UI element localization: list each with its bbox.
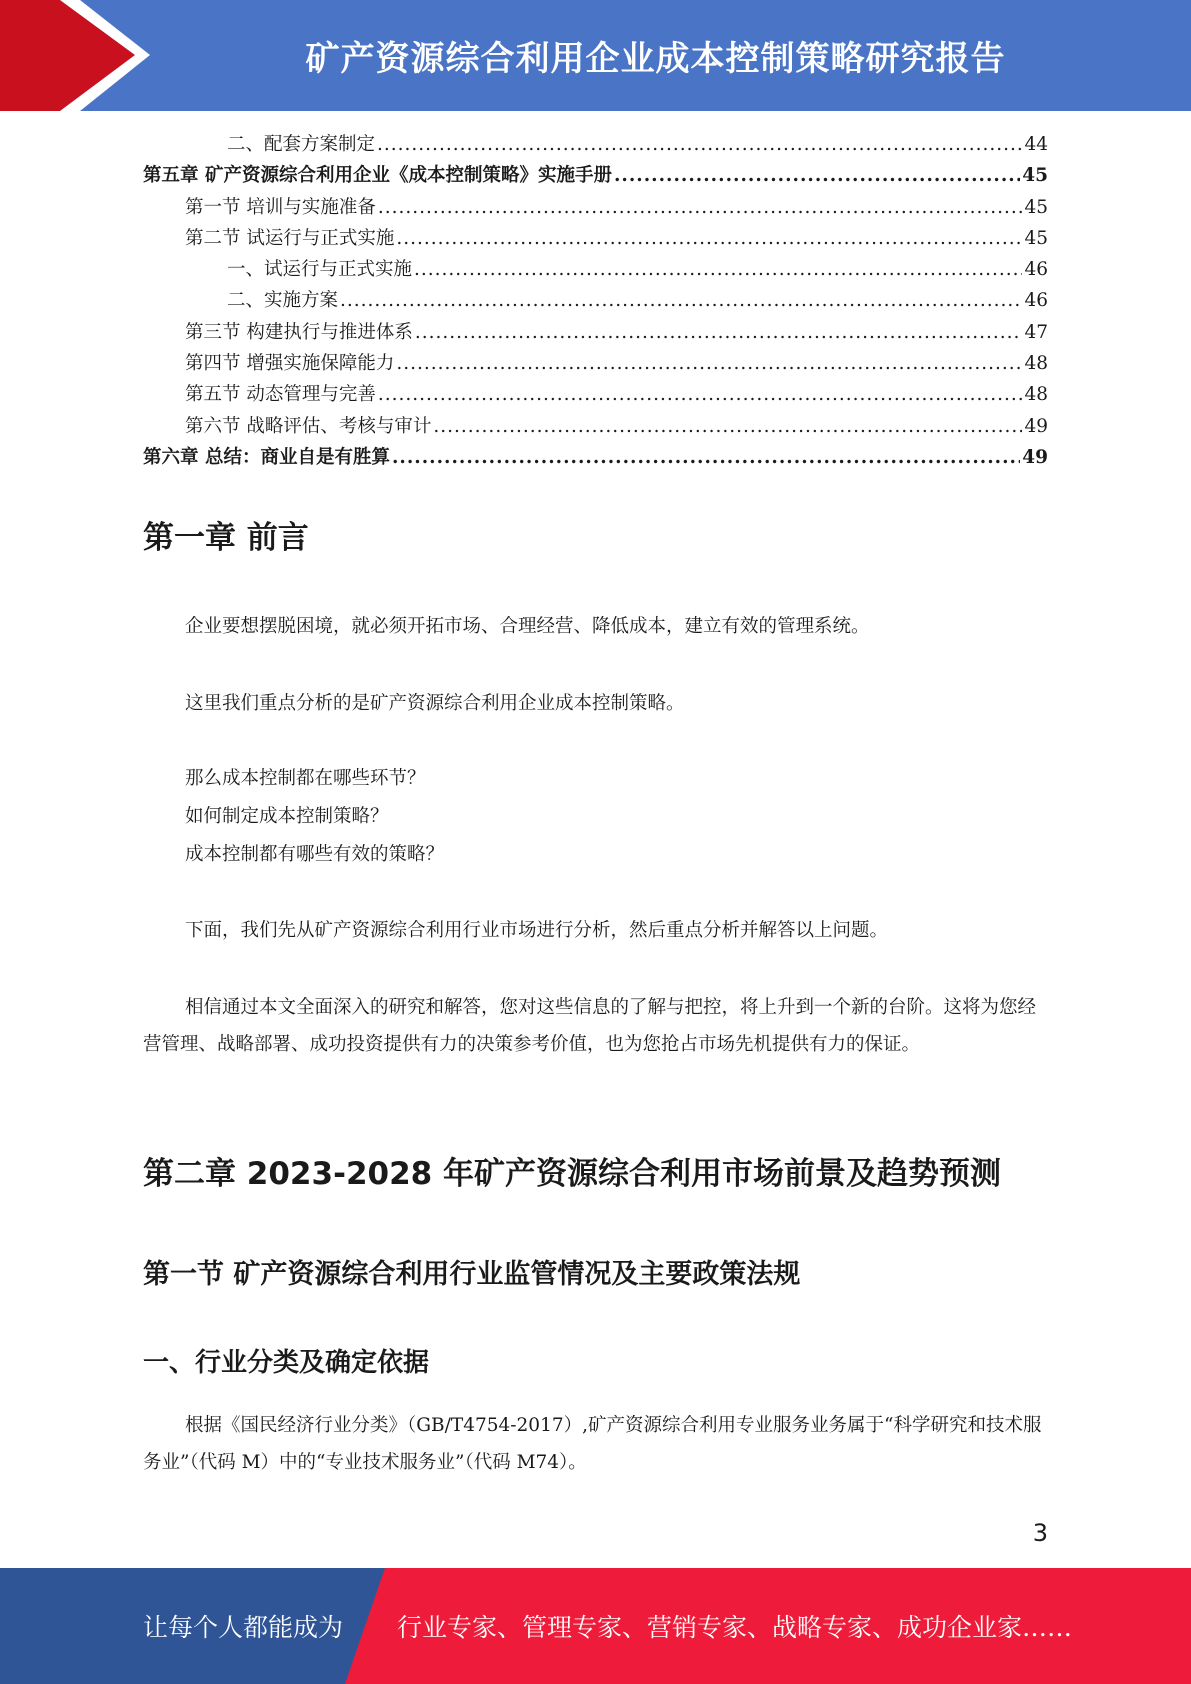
- toc-entry-label: 第六章 总结：商业自是有胜算: [143, 446, 390, 468]
- toc-entry-label: 二、实施方案: [227, 290, 339, 312]
- toc-leader-dots: [396, 223, 1022, 254]
- toc-page-number: 47: [1024, 321, 1048, 343]
- page-number: 3: [1032, 1519, 1048, 1547]
- chapter-1-heading: 第一章 前言: [143, 520, 309, 556]
- toc-leader-dots: [378, 379, 1023, 410]
- chapter-2-heading: 第二章 2023-2028 年矿产资源综合利用市场前景及趋势预测: [143, 1156, 1002, 1192]
- toc-leader-dots: [433, 411, 1022, 442]
- toc-entry[interactable]: [143, 442, 1048, 473]
- toc-entry[interactable]: [143, 129, 1048, 160]
- toc-leader-dots: [392, 442, 1020, 473]
- toc-leader-dots: [378, 192, 1023, 223]
- chapter-1-question: 成本控制都有哪些有效的策略？: [185, 844, 445, 865]
- toc-page-number: 49: [1022, 446, 1048, 468]
- page-header: [0, 0, 1191, 111]
- toc-entry[interactable]: [143, 348, 1048, 379]
- toc-entry[interactable]: [143, 317, 1048, 348]
- footer-slogan-left: 让每个人都能成为: [143, 1613, 344, 1642]
- toc-entry-label: 第三节 构建执行与推进体系: [185, 321, 413, 343]
- toc-entry[interactable]: [143, 411, 1048, 442]
- toc-entry[interactable]: [143, 254, 1048, 285]
- chapter-1-paragraph: 这里我们重点分析的是矿产资源综合利用企业成本控制策略。: [185, 693, 685, 714]
- page-footer: [0, 1568, 1191, 1684]
- header-title: 矿产资源综合利用企业成本控制策略研究报告: [305, 39, 1006, 79]
- toc-entry[interactable]: [143, 160, 1048, 191]
- toc-leader-dots: [396, 348, 1022, 379]
- chapter-1-question: 如何制定成本控制策略？: [185, 806, 389, 827]
- toc-entry-label: 第四节 增强实施保障能力: [185, 353, 395, 375]
- toc-entry-label: 第二节 试运行与正式实施: [185, 227, 395, 249]
- chapter-1-paragraph: 下面，我们先从矿产资源综合利用行业市场进行分析，然后重点分析并解答以上问题。: [185, 920, 889, 941]
- chapter-1-paragraph: 相信通过本文全面深入的研究和解答，您对这些信息的了解与把控，将上升到一个新的台阶。这将为您经营管理、战略部署、成功投资提供有力的决策参考价值，也为您抢占市场先机提供有力的保证。: [143, 997, 1037, 1055]
- toc-leader-dots: [377, 129, 1022, 160]
- toc-page-number: 45: [1024, 227, 1048, 249]
- chapter-2-paragraph: 根据《国民经济行业分类》（GB/T4754-2017）,矿产资源综合利用专业服务业务属于“科学研究和技术服务业”（代码 M）中的“专业技术服务业”（代码 M74）。: [143, 1415, 1042, 1473]
- chapter-1-question: 那么成本控制都在哪些环节？: [185, 768, 426, 789]
- toc-entry-label: 第六节 战略评估、考核与审计: [185, 415, 432, 437]
- subsection-heading: 一、行业分类及确定依据: [143, 1348, 430, 1378]
- toc-page-number: 46: [1024, 290, 1048, 312]
- toc-entry-label: 一、试运行与正式实施: [227, 259, 413, 281]
- footer-slogan-right: 行业专家、管理专家、营销专家、战略专家、成功企业家……: [397, 1613, 1073, 1642]
- toc-entry[interactable]: [143, 379, 1048, 410]
- toc-leader-dots: [340, 285, 1022, 316]
- toc-page-number: 45: [1024, 196, 1048, 218]
- toc-entry-label: 第一节 培训与实施准备: [185, 196, 376, 218]
- toc-entry[interactable]: [143, 192, 1048, 223]
- toc-leader-dots: [414, 254, 1022, 285]
- table-of-contents: [143, 129, 1048, 473]
- toc-leader-dots: [614, 160, 1020, 191]
- toc-entry-label: 二、配套方案制定: [227, 134, 376, 155]
- toc-leader-dots: [415, 317, 1023, 348]
- toc-entry[interactable]: [143, 223, 1048, 254]
- toc-page-number: 44: [1024, 134, 1048, 155]
- toc-entry-label: 第五节 动态管理与完善: [185, 384, 376, 406]
- section-heading: 第一节 矿产资源综合利用行业监管情况及主要政策法规: [143, 1259, 801, 1290]
- chapter-1-paragraph: 企业要想摆脱困境，就必须开拓市场、合理经营、降低成本，建立有效的管理系统。: [185, 616, 870, 637]
- toc-page-number: 48: [1024, 353, 1048, 375]
- toc-page-number: 49: [1024, 415, 1048, 437]
- toc-entry-label: 第五章 矿产资源综合利用企业《成本控制策略》实施手册: [143, 165, 612, 187]
- toc-page-number: 45: [1022, 165, 1048, 187]
- toc-entry[interactable]: [143, 285, 1048, 316]
- toc-page-number: 48: [1024, 384, 1048, 406]
- toc-page-number: 46: [1024, 259, 1048, 281]
